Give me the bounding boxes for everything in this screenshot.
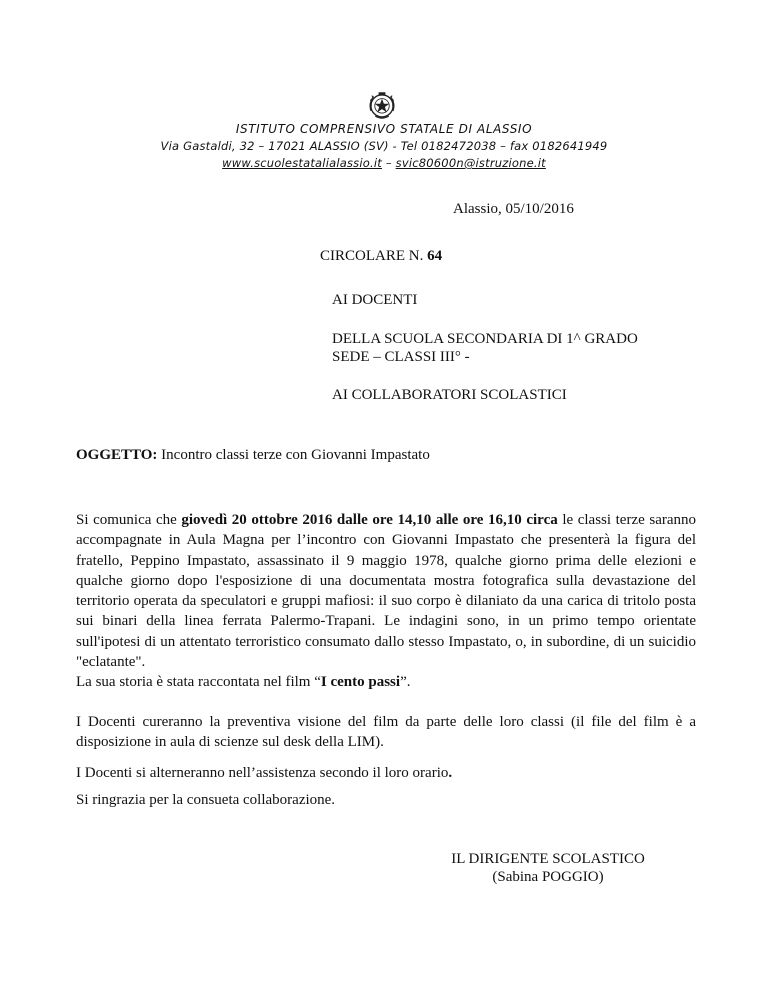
p2-start: La sua storia è stata raccontata nel film “ <box>76 674 321 690</box>
p4-period: . <box>448 765 453 781</box>
school-contacts <box>0 156 768 170</box>
film-title: I cento passi <box>320 674 401 690</box>
p4-start: I Docenti si alterneranno nell’assistenza secondo il loro orario <box>76 765 449 781</box>
contacts-separator: – <box>381 156 396 170</box>
body-paragraph-thanks: Si ringrazia per la consueta collaborazione. <box>76 792 336 808</box>
school-email-link[interactable]: svic80600n@istruzione.it <box>395 156 546 170</box>
p1-datetime: giovedì 20 ottobre 2016 dalle ore 14,10 alle ore 16,10 circa <box>181 512 558 528</box>
subject-text: Incontro classi terze con Giovanni Impastato <box>157 447 430 463</box>
signature-title: IL DIRIGENTE SCOLASTICO <box>451 851 645 867</box>
p1-start: Si comunica che <box>76 512 182 528</box>
recipient-classes: SEDE – CLASSI III° - <box>332 349 470 365</box>
document-date: Alassio, 05/10/2016 <box>453 201 574 217</box>
body-paragraph-event <box>76 510 696 672</box>
school-address: Via Gastaldi, 32 – 17021 ALASSIO (SV) - Tel 0182472038 – fax 0182641949 <box>160 139 608 153</box>
recipient-school: DELLA SCUOLA SECONDARIA DI 1^ GRADO <box>332 331 638 347</box>
recipient-teachers: AI DOCENTI <box>332 292 418 308</box>
signature-name: (Sabina POGGIO) <box>492 869 604 885</box>
circular-number-line <box>320 247 442 265</box>
p1-rest: le classi terze saranno accompagnate in Aula Magna per l’incontro con Giovanni Impastato che presenterà la figura del fratello, Peppino Impastato, assassinato il 9 maggio 1978, qualche giorno prima delle elezioni e qualche giorno dopo l'esposizione di una documentata mostra fotografica sulla devastazione del territorio operata da speculatori e gruppi mafiosi: il suo corpo è dilaniato da una carica di tritolo posta sui binari della linea ferrata Palermo-Trapani. Le indagini sono, in un primo tempo orientate sull'ipotesi di un attentato terroristico consumato dallo stesso Impastato, o, in subordine, di un suicidio "eclatante". <box>76 512 697 671</box>
body-paragraph-assistance <box>76 763 696 783</box>
body-paragraph-film <box>76 672 696 692</box>
school-name: ISTITUTO COMPRENSIVO STATALE DI ALASSIO <box>235 122 533 136</box>
italian-republic-emblem-icon <box>365 88 399 122</box>
circular-number: 64 <box>427 248 443 264</box>
school-website-link[interactable]: www.scuolestatalialassio.it <box>222 156 382 170</box>
recipient-staff: AI COLLABORATORI SCOLASTICI <box>332 387 567 403</box>
body-paragraph-viewing: I Docenti cureranno la preventiva visione del film da parte delle loro classi (il file del film è a disposizione in aula di scienze sul desk della LIM). <box>76 714 696 751</box>
subject-line <box>76 446 430 464</box>
p2-end: ”. <box>400 674 411 690</box>
circular-prefix: CIRCOLARE N. <box>320 248 428 264</box>
subject-label: OGGETTO: <box>76 447 158 463</box>
